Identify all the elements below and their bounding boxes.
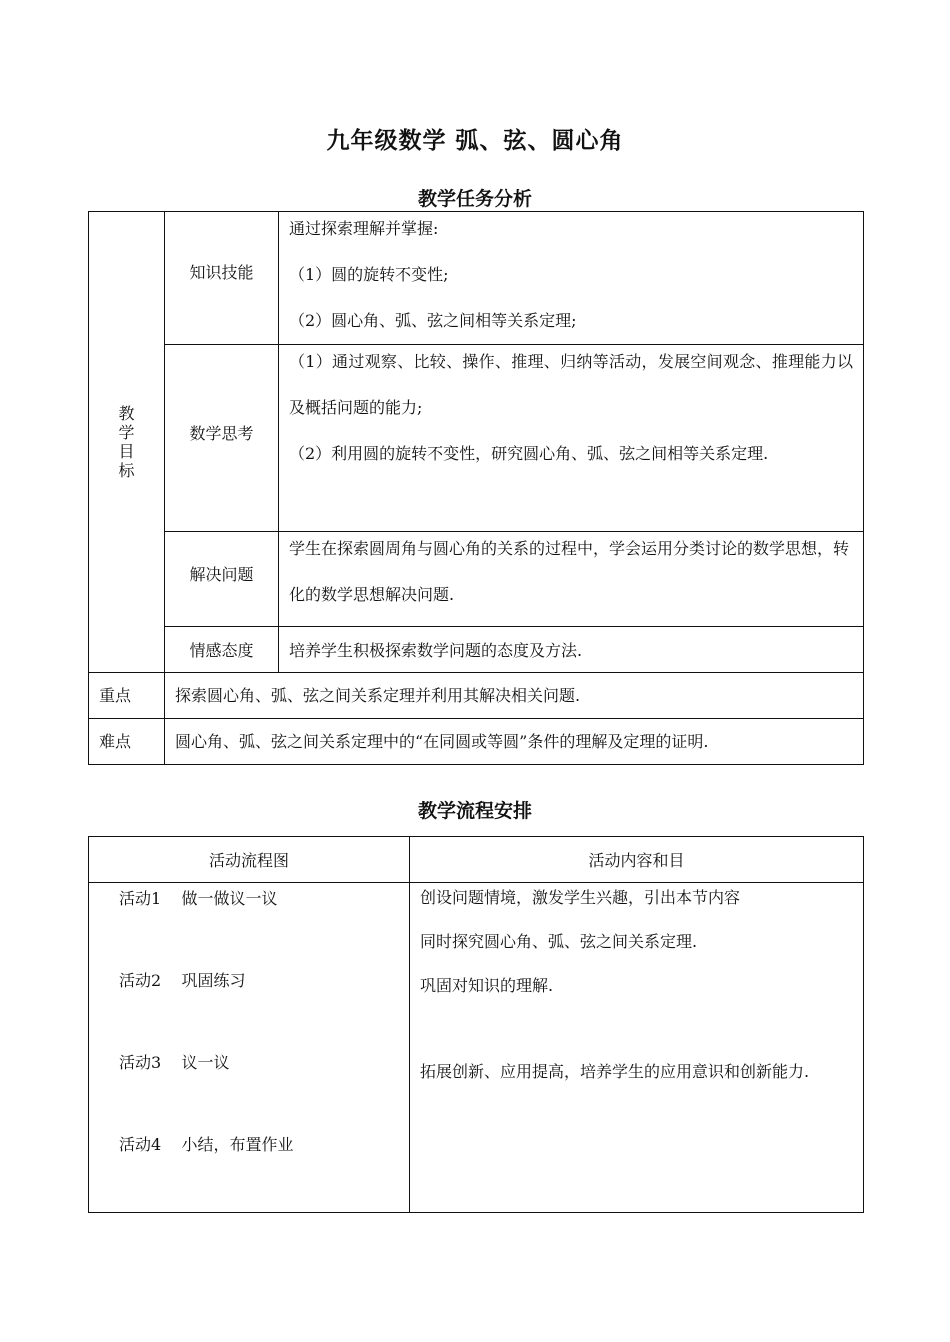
- list-item: 创设问题情境，激发学生兴趣，引出本节内容: [420, 888, 741, 907]
- list-item: 活动4 小结，布置作业: [119, 1135, 294, 1154]
- goal-label-char: 目: [118, 442, 135, 461]
- list-item: 巩固对知识的理解.: [420, 976, 554, 995]
- activity-list: [89, 883, 410, 1213]
- content-line: （2）利用圆的旋转不变性，研究圆心角、弧、弦之间相等关系定理.: [289, 444, 769, 463]
- goal-list: [410, 883, 864, 1213]
- analysis-table: [88, 211, 864, 765]
- row-content-thinking: [279, 345, 864, 532]
- table-row: [89, 345, 864, 532]
- document-title: 九年级数学 弧、弦、圆心角: [326, 128, 624, 154]
- content-line: （1）通过观察、比较、操作、推理、归纳等活动，发展空间观念、推理能力以及概括问题的能力;: [289, 352, 853, 417]
- list-item: 同时探究圆心角、弧、弦之间关系定理.: [420, 932, 698, 951]
- content-line: 学生在探索圆周角与圆心角的关系的过程中，学会运用分类讨论的数学思想，转化的数学思想解决问题.: [289, 539, 850, 604]
- table-row: [89, 837, 864, 883]
- list-item: 活动1 做一做议一议: [119, 889, 278, 908]
- goal-label: [89, 212, 165, 673]
- content-line: （1）圆的旋转不变性;: [289, 265, 449, 284]
- table-row: [89, 627, 864, 673]
- section-title-analysis: 教学任务分析: [417, 188, 532, 210]
- row-label-problem: 解决问题: [165, 532, 279, 627]
- table-row: [89, 212, 864, 345]
- flow-header-content: 活动内容和目: [410, 837, 864, 883]
- key-point-text: 探索圆心角、弧、弦之间关系定理并利用其解决相关问题.: [165, 673, 864, 719]
- key-point-label: 重点: [89, 673, 165, 719]
- table-row: [89, 673, 864, 719]
- row-label-attitude: 情感态度: [165, 627, 279, 673]
- row-content-problem: [279, 532, 864, 627]
- flow-table: [88, 836, 864, 1213]
- content-line: （2）圆心角、弧、弦之间相等关系定理;: [289, 311, 577, 330]
- section-title-flow: 教学流程安排: [417, 800, 532, 822]
- table-row: [89, 883, 864, 1213]
- list-item: 活动2 巩固练习: [119, 971, 246, 990]
- difficult-point-label: 难点: [89, 719, 165, 765]
- table-row: [89, 719, 864, 765]
- list-item: 拓展创新、应用提高，培养学生的应用意识和创新能力.: [420, 1062, 810, 1081]
- content-line: 通过探索理解并掌握:: [289, 219, 439, 238]
- goal-label-char: 教: [118, 404, 135, 423]
- row-label-knowledge: 知识技能: [165, 212, 279, 345]
- table-row: [89, 532, 864, 627]
- row-content-knowledge: [279, 212, 864, 345]
- list-item: 活动3 议一议: [119, 1053, 230, 1072]
- row-content-attitude: 培养学生积极探索数学问题的态度及方法.: [279, 627, 864, 673]
- difficult-point-text: 圆心角、弧、弦之间关系定理中的“在同圆或等圆”条件的理解及定理的证明.: [165, 719, 864, 765]
- goal-label-char: 标: [118, 461, 135, 480]
- flow-header-chart: 活动流程图: [89, 837, 410, 883]
- goal-label-char: 学: [118, 423, 135, 442]
- row-label-thinking: 数学思考: [165, 345, 279, 532]
